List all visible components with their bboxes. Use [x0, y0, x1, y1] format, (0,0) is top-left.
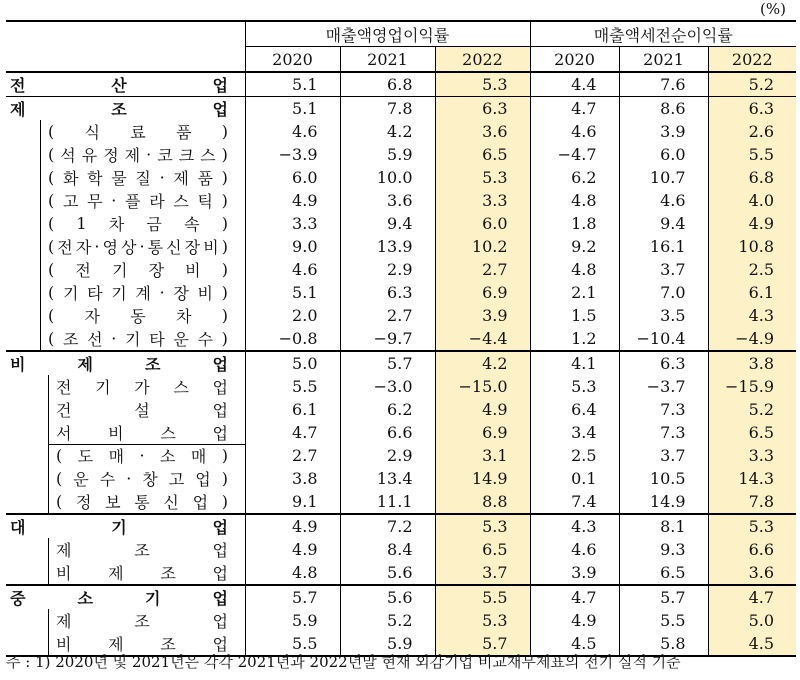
profit-ratio-table [6, 20, 796, 657]
table-row [6, 212, 796, 235]
row-label-cell [6, 166, 245, 189]
value-cell: 2.1 [530, 281, 619, 304]
unit-label: (%) [760, 0, 786, 18]
value-cell: 5.2 [708, 398, 796, 421]
row-label-cell [6, 421, 245, 444]
value-cell: 6.8 [340, 72, 435, 97]
value-cell: 5.3 [708, 514, 796, 538]
value-cell: 4.6 [530, 120, 619, 143]
value-cell: 1.5 [530, 304, 619, 327]
row-label-cell [6, 444, 245, 467]
value-cell: 6.4 [530, 398, 619, 421]
value-cell: 11.1 [340, 490, 435, 514]
value-cell: −15.9 [708, 375, 796, 398]
value-cell: 6.0 [245, 166, 340, 189]
group-bracket [48, 490, 49, 513]
year-header: 2021 [340, 47, 435, 73]
row-label-cell [6, 327, 245, 351]
table-row [6, 444, 796, 467]
value-cell: 6.2 [340, 398, 435, 421]
value-cell: 6.6 [708, 538, 796, 561]
value-cell: 13.4 [340, 467, 435, 490]
table-row [6, 514, 796, 538]
value-cell: 5.8 [619, 632, 708, 656]
row-label: 중 소 기 업 [10, 589, 228, 608]
value-cell: 7.8 [340, 97, 435, 121]
value-cell: 1.2 [530, 327, 619, 351]
row-label-cell [6, 281, 245, 304]
value-cell: 4.9 [245, 189, 340, 212]
value-cell: 2.9 [340, 444, 435, 467]
value-cell: 6.3 [435, 97, 530, 121]
value-cell: −4.7 [530, 143, 619, 166]
row-label: ( 석 유 정 제 · 코 크 스 ) [48, 145, 228, 165]
value-cell: 4.3 [708, 304, 796, 327]
year-header: 2022 [708, 47, 796, 73]
row-label-cell [6, 467, 245, 490]
group-bracket [40, 281, 41, 304]
value-cell: 6.3 [708, 97, 796, 121]
row-label: 전 산 업 [10, 76, 228, 95]
year-header: 2020 [530, 47, 619, 73]
row-label-cell [6, 585, 245, 609]
value-cell: 6.5 [435, 143, 530, 166]
value-cell: 14.9 [619, 490, 708, 514]
value-cell: 5.9 [245, 609, 340, 632]
row-label: ( 정 보 통 신 업 ) [56, 492, 228, 512]
group-bracket [40, 166, 41, 189]
value-cell: 5.6 [340, 585, 435, 609]
value-cell: 3.9 [530, 561, 619, 585]
value-cell: 3.3 [435, 189, 530, 212]
table-row [6, 351, 796, 375]
value-cell: 8.6 [619, 97, 708, 121]
value-cell: 4.6 [619, 189, 708, 212]
value-cell: 6.5 [619, 561, 708, 585]
group-bracket [48, 561, 49, 584]
value-cell: 9.0 [245, 235, 340, 258]
value-cell: 10.8 [708, 235, 796, 258]
table-row [6, 143, 796, 166]
row-label: 건 설 업 [56, 401, 228, 420]
row-label: ( 도 매 · 소 매 ) [56, 446, 228, 466]
year-header: 2020 [245, 47, 340, 73]
footnote: 주 : 1) 2020년 및 2021년은 각각 2021년과 2022년말 현재 외감기업 비교재무제표의 전기 실적 기준 [6, 653, 681, 671]
value-cell: 5.3 [435, 514, 530, 538]
group-bracket [40, 235, 41, 258]
header-pretax-margin: 매출액세전순이익률 [530, 21, 796, 47]
value-cell: 4.8 [530, 189, 619, 212]
value-cell: 8.1 [619, 514, 708, 538]
value-cell: 3.6 [708, 561, 796, 585]
value-cell: −4.9 [708, 327, 796, 351]
row-label-cell [6, 235, 245, 258]
value-cell: 6.1 [245, 398, 340, 421]
row-label-cell [6, 143, 245, 166]
value-cell: 3.1 [435, 444, 530, 467]
value-cell: −3.0 [340, 375, 435, 398]
table-row [6, 258, 796, 281]
row-label: ( 화 학 물 질 · 제 품 ) [48, 168, 228, 188]
table-row [6, 538, 796, 561]
value-cell: 3.6 [340, 189, 435, 212]
value-cell: 3.6 [435, 120, 530, 143]
value-cell: 9.4 [619, 212, 708, 235]
group-bracket [48, 467, 49, 490]
value-cell: 4.6 [245, 258, 340, 281]
value-cell: 3.3 [708, 444, 796, 467]
header-corner [6, 21, 245, 72]
table-row [6, 375, 796, 398]
value-cell: 7.3 [619, 421, 708, 444]
value-cell: 7.8 [708, 490, 796, 514]
value-cell: 4.4 [530, 72, 619, 97]
value-cell: 5.3 [435, 72, 530, 97]
header-operating-margin: 매출액영업이익률 [245, 21, 530, 47]
row-label: 비 제 조 업 [56, 635, 228, 654]
value-cell: 5.2 [708, 72, 796, 97]
row-label: ( 조 선 · 기 타 운 수 ) [48, 329, 228, 349]
row-label: 서 비 스 업 [56, 424, 228, 443]
value-cell: 5.0 [708, 609, 796, 632]
row-label: ( 전 기 장 비 ) [48, 260, 228, 280]
value-cell: 5.6 [340, 561, 435, 585]
value-cell: 5.3 [435, 609, 530, 632]
value-cell: 3.9 [435, 304, 530, 327]
value-cell: −4.4 [435, 327, 530, 351]
value-cell: 4.5 [708, 632, 796, 656]
table-row [6, 189, 796, 212]
value-cell: 16.1 [619, 235, 708, 258]
value-cell: 6.6 [340, 421, 435, 444]
year-header: 2021 [619, 47, 708, 73]
table-row [6, 327, 796, 351]
table-row [6, 467, 796, 490]
value-cell: 9.2 [530, 235, 619, 258]
value-cell: 7.6 [619, 72, 708, 97]
value-cell: 6.5 [435, 538, 530, 561]
value-cell: 5.5 [619, 609, 708, 632]
value-cell: 4.0 [708, 189, 796, 212]
row-label-cell [6, 375, 245, 398]
row-label: ( 고 무 · 플 라 스 틱 ) [48, 191, 228, 211]
value-cell: 3.4 [530, 421, 619, 444]
row-label: 전 기 가 스 업 [56, 378, 228, 397]
value-cell: 4.6 [530, 538, 619, 561]
row-label: 제 조 업 [10, 100, 228, 119]
value-cell: 4.8 [530, 258, 619, 281]
value-cell: 4.7 [530, 585, 619, 609]
value-cell: 3.5 [619, 304, 708, 327]
value-cell: 4.9 [245, 514, 340, 538]
value-cell: 5.9 [340, 143, 435, 166]
value-cell: −3.9 [245, 143, 340, 166]
value-cell: 10.7 [619, 166, 708, 189]
value-cell: 3.7 [435, 561, 530, 585]
value-cell: 3.8 [245, 467, 340, 490]
row-label: ( 1 차 금 속 ) [48, 214, 228, 234]
value-cell: 6.2 [530, 166, 619, 189]
value-cell: 5.3 [530, 375, 619, 398]
row-label-cell [6, 72, 245, 97]
value-cell: 2.6 [708, 120, 796, 143]
row-label-cell [6, 258, 245, 281]
table-row [6, 235, 796, 258]
value-cell: 2.7 [435, 258, 530, 281]
row-label-cell [6, 120, 245, 143]
value-cell: 5.5 [245, 375, 340, 398]
value-cell: 9.4 [340, 212, 435, 235]
value-cell: 4.7 [530, 97, 619, 121]
value-cell: 8.8 [435, 490, 530, 514]
value-cell: 0.1 [530, 467, 619, 490]
value-cell: 4.2 [435, 351, 530, 375]
row-label: ( 기 타 기 계 · 장 비 ) [48, 283, 228, 303]
table-row [6, 166, 796, 189]
value-cell: 6.9 [435, 421, 530, 444]
value-cell: 14.9 [435, 467, 530, 490]
value-cell: 5.7 [245, 585, 340, 609]
table-row [6, 97, 796, 121]
group-bracket [48, 421, 49, 444]
value-cell: 2.9 [340, 258, 435, 281]
row-label: ( 식 료 품 ) [48, 122, 228, 142]
year-header: 2022 [435, 47, 530, 73]
value-cell: 9.1 [245, 490, 340, 514]
row-label-cell [6, 398, 245, 421]
value-cell: 6.9 [435, 281, 530, 304]
group-bracket [40, 304, 41, 327]
value-cell: 4.5 [530, 632, 619, 656]
row-label-cell [6, 561, 245, 585]
group-bracket [40, 327, 41, 350]
value-cell: 4.1 [530, 351, 619, 375]
value-cell: 1.8 [530, 212, 619, 235]
table-row [6, 585, 796, 609]
row-label: 대 기 업 [10, 518, 228, 537]
row-label-cell [6, 97, 245, 121]
table-row [6, 120, 796, 143]
value-cell: 4.8 [245, 561, 340, 585]
value-cell: 5.7 [340, 351, 435, 375]
value-cell: 6.1 [708, 281, 796, 304]
value-cell: 6.5 [708, 421, 796, 444]
value-cell: 14.3 [708, 467, 796, 490]
value-cell: 7.3 [619, 398, 708, 421]
value-cell: 4.7 [708, 585, 796, 609]
value-cell: −0.8 [245, 327, 340, 351]
value-cell: 9.3 [619, 538, 708, 561]
value-cell: 4.3 [530, 514, 619, 538]
value-cell: 7.2 [340, 514, 435, 538]
value-cell: 3.7 [619, 258, 708, 281]
value-cell: 2.7 [245, 444, 340, 467]
value-cell: 2.5 [530, 444, 619, 467]
table-row [6, 490, 796, 514]
value-cell: 5.2 [340, 609, 435, 632]
value-cell: 3.8 [708, 351, 796, 375]
value-cell: 4.9 [435, 398, 530, 421]
value-cell: 5.1 [245, 281, 340, 304]
value-cell: 10.5 [619, 467, 708, 490]
value-cell: 7.0 [619, 281, 708, 304]
value-cell: −15.0 [435, 375, 530, 398]
group-bracket [40, 212, 41, 235]
group-bracket [40, 143, 41, 166]
value-cell: 4.9 [245, 538, 340, 561]
row-label-cell [6, 538, 245, 561]
value-cell: 8.4 [340, 538, 435, 561]
row-label: ( 운 수 · 창 고 업 ) [56, 469, 228, 489]
value-cell: 5.5 [245, 632, 340, 656]
table-row [6, 561, 796, 585]
group-bracket [48, 609, 49, 632]
value-cell: 4.9 [708, 212, 796, 235]
row-label-cell [6, 351, 245, 375]
row-label-cell [6, 304, 245, 327]
row-label-cell [6, 609, 245, 632]
table-row [6, 609, 796, 632]
value-cell: −3.7 [619, 375, 708, 398]
value-cell: 6.0 [435, 212, 530, 235]
value-cell: 13.9 [340, 235, 435, 258]
value-cell: 5.3 [435, 166, 530, 189]
value-cell: 5.9 [340, 632, 435, 656]
value-cell: 5.1 [245, 72, 340, 97]
value-cell: 5.7 [619, 585, 708, 609]
value-cell: 3.3 [245, 212, 340, 235]
value-cell: 6.3 [619, 351, 708, 375]
row-label: 제 조 업 [56, 541, 228, 560]
value-cell: −9.7 [340, 327, 435, 351]
value-cell: 2.5 [708, 258, 796, 281]
value-cell: 4.6 [245, 120, 340, 143]
table-row [6, 281, 796, 304]
value-cell: 5.0 [245, 351, 340, 375]
value-cell: −10.4 [619, 327, 708, 351]
table-row [6, 304, 796, 327]
row-label-cell [6, 490, 245, 514]
value-cell: 3.9 [619, 120, 708, 143]
group-bracket [48, 398, 49, 421]
row-label: 비 제 조 업 [10, 355, 228, 374]
table-row [6, 72, 796, 97]
value-cell: 5.1 [245, 97, 340, 121]
value-cell: 2.7 [340, 304, 435, 327]
row-label-cell [6, 189, 245, 212]
value-cell: 4.9 [530, 609, 619, 632]
value-cell: 6.8 [708, 166, 796, 189]
value-cell: 7.4 [530, 490, 619, 514]
value-cell: 4.7 [245, 421, 340, 444]
value-cell: 10.0 [340, 166, 435, 189]
value-cell: 10.2 [435, 235, 530, 258]
header-row-groups [6, 21, 796, 47]
value-cell: 5.5 [708, 143, 796, 166]
row-label-cell [6, 514, 245, 538]
group-bracket [40, 120, 41, 143]
row-label: 비 제 조 업 [56, 564, 228, 583]
group-bracket [48, 375, 49, 398]
row-label: ( 자 동 차 ) [48, 306, 228, 326]
group-bracket [40, 258, 41, 281]
row-label-cell [6, 212, 245, 235]
value-cell: 4.2 [340, 120, 435, 143]
value-cell: 6.0 [619, 143, 708, 166]
group-bracket [40, 189, 41, 212]
row-label: 제 조 업 [56, 612, 228, 631]
value-cell: 6.3 [340, 281, 435, 304]
value-cell: 5.7 [435, 632, 530, 656]
group-bracket [48, 538, 49, 561]
row-label: ( 전 자 · 영 상 · 통 신 장 비 ) [48, 237, 228, 257]
table-row [6, 398, 796, 421]
table-row [6, 421, 796, 444]
value-cell: 3.7 [619, 444, 708, 467]
value-cell: 2.0 [245, 304, 340, 327]
value-cell: 5.5 [435, 585, 530, 609]
